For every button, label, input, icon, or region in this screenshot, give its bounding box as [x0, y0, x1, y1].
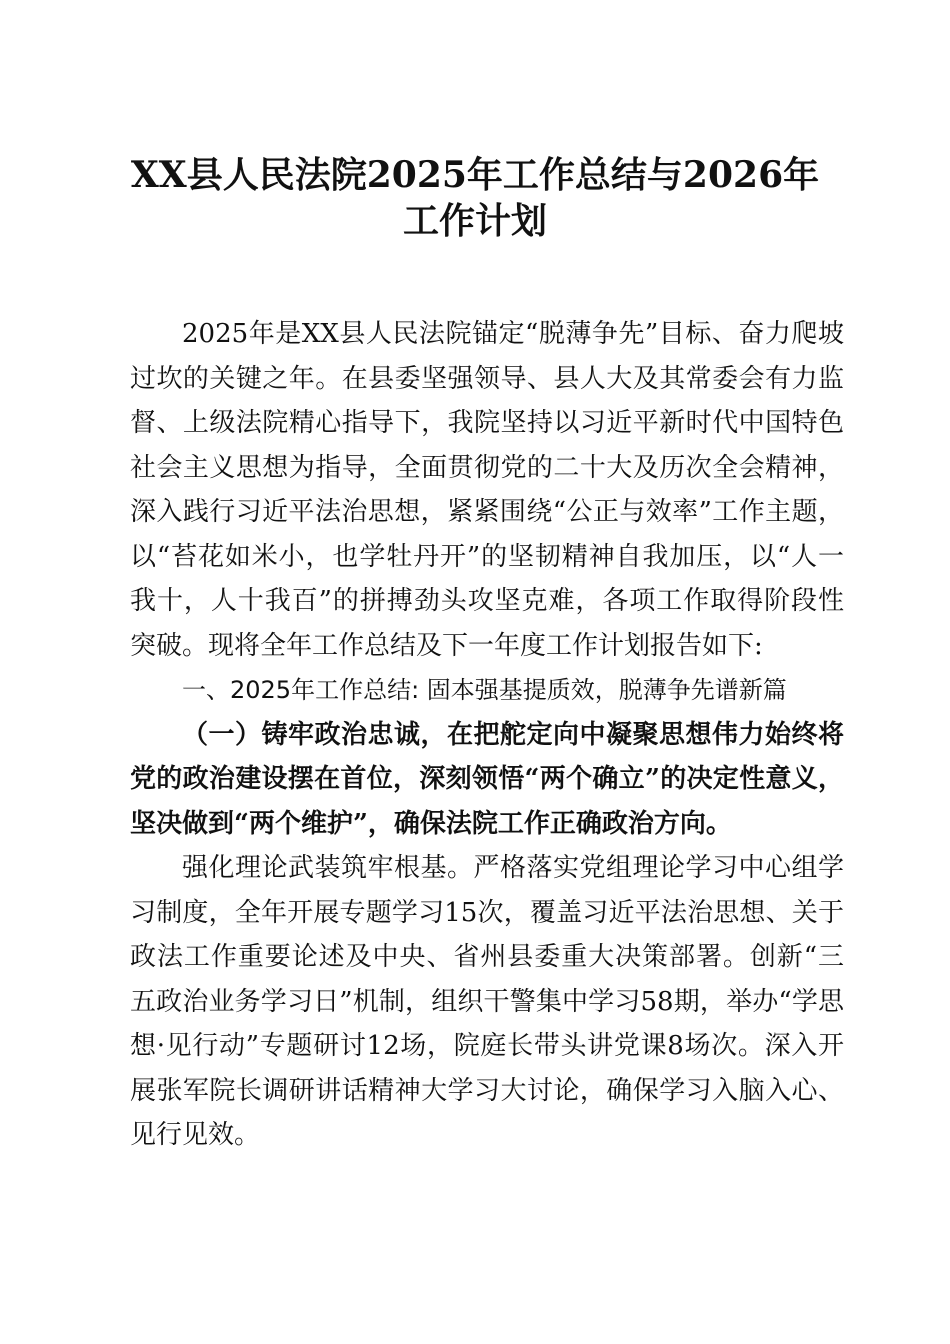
document-title: XX县人民法院2025年工作总结与2026年工作计划: [130, 154, 820, 242]
document-body: [130, 312, 844, 1158]
section-heading: 一、2025年工作总结: 固本强基提质效，脱薄争先谱新篇: [182, 676, 787, 704]
intro-paragraph: 2025年是XX县人民法院锚定“脱薄争先”目标、奋力爬坡过坎的关键之年。在县委坚强领导、县人大及其常委会有力监督、上级法院精心指导下，我院坚持以习近平新时代中国特色社会主义思想为指导，全面贯彻党的二十大及历次全会精神，深入践行习近平法治思想，紧紧围绕“公正与效率”工作主题，以“苔花如米小，也学牡丹开”的坚韧精神自我加压，以“人一我十，人十我百”的拼搏劲头攻坚克难，各项工作取得阶段性突破。现将全年工作总结及下一年度工作计划报告如下:: [130, 319, 844, 661]
body-paragraph: 强化理论武装筑牢根基。严格落实党组理论学习中心组学习制度，全年开展专题学习15次，覆盖习近平法治思想、关于政法工作重要论述及中央、省州县委重大决策部署。创新“三五政治业务学习日”机制，组织干警集中学习58期，举办“学思想·见行动”专题研讨12场，院庭长带头讲党课8场次。深入开展张军院长调研讲话精神大学习大讨论，确保学习入脑入心、见行见效。: [130, 853, 844, 1150]
subsection-heading: （一）铸牢政治忠诚，在把舵定向中凝聚思想伟力始终将党的政治建设摆在首位，深刻领悟“两个确立”的决定性意义，坚决做到“两个维护”，确保法院工作正确政治方向。: [130, 719, 844, 839]
